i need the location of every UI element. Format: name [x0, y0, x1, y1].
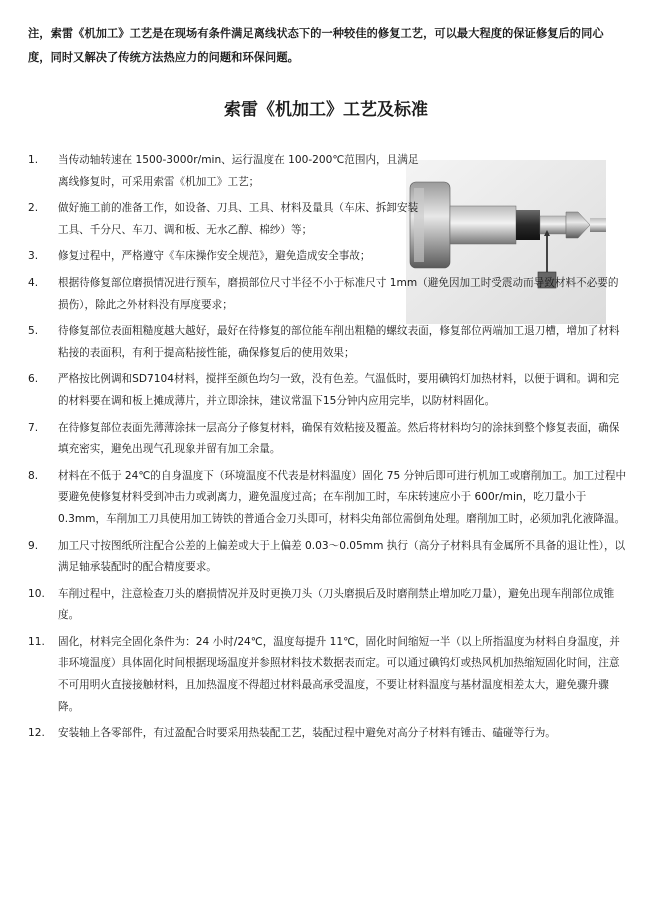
list-item — [28, 150, 420, 193]
list-item — [28, 723, 628, 745]
list-item — [28, 273, 628, 316]
list-item — [28, 369, 628, 412]
item-text: 材料在不低于 24℃的自身温度下（环境温度不代表是材料温度）固化 75 分钟后即可进行机加工或磨削加工。加工过程中要避免使修复材料受到冲击力或剥离力，避免温度过高；在车削加工时，车床转速应小于 600r/min，吃刀量小于 0.3mm，车削加工刀具使用加工铸铁的普通合金刀头即可，材料尖角部位需倒角处理。磨削加工时，必须加乳化液降温。 — [58, 469, 627, 525]
item-text: 加工尺寸按图纸所注配合公差的上偏差或大于上偏差 0.03～0.05mm 执行（高分子材料具有金属所不具备的退让性），以满足轴承装配时的配合精度要求。 — [58, 539, 626, 574]
list-item — [28, 536, 628, 579]
item-number: 4. — [28, 276, 39, 289]
item-number: 12. — [28, 727, 45, 740]
item-number: 11. — [28, 635, 45, 648]
list-item — [28, 246, 420, 268]
list-item — [28, 466, 628, 531]
item-number: 8. — [28, 469, 39, 482]
list-item — [28, 632, 628, 718]
item-text: 待修复部位表面粗糙度越大越好，最好在待修复的部位能车削出粗糙的螺纹表面，修复部位两端加工退刀槽，增加了材料粘接的表面积，有利于提高粘接性能，确保修复后的使用效果； — [58, 325, 620, 359]
item-number: 7. — [28, 421, 39, 434]
list-item — [28, 198, 420, 241]
item-number: 10. — [28, 587, 45, 600]
list-item — [28, 321, 628, 364]
list-item — [28, 418, 628, 461]
item-text: 严格按比例调和SD7104材料，搅拌至颜色均匀一致，没有色差。气温低时，要用碘钨灯加热材料，以便于调和。调和完的材料要在调和板上摊成薄片，并立即涂抹，建议常温下15分钟内应用完毕，以防材料固化。 — [58, 373, 619, 407]
item-text: 车削过程中，注意检查刀头的磨损情况并及时更换刀头（刀头磨损后及时磨削禁止增加吃刀量），避免出现车削部位成锥度。 — [58, 587, 615, 622]
item-number: 9. — [28, 539, 39, 552]
list-item — [28, 584, 628, 627]
page-title: 索雷《机加工》工艺及标准 — [224, 100, 428, 120]
item-number: 3. — [28, 250, 39, 263]
item-text: 修复过程中，严格遵守《车床操作安全规范》，避免造成安全事故； — [58, 250, 371, 263]
item-text: 当传动轴转速在 1500-3000r/min、运行温度在 100-200℃范围内，且满足离线修复时，可采用索雷《机加工》工艺； — [58, 154, 419, 188]
item-number: 1. — [28, 154, 39, 166]
item-number: 5. — [28, 325, 39, 338]
intro-note: 注，索雷《机加工》工艺是在现场有条件满足离线状态下的一种较佳的修复工艺，可以最大程度的保证修复后的同心度，同时又解决了传统方法热应力的问题和环保问题。 — [28, 27, 604, 64]
item-text: 固化，材料完全固化条件为：24 小时/24℃，温度每提升 11℃，固化时间缩短一半（以上所指温度为材料自身温度，并非环境温度）具体固化时间根据现场温度并参照材料技术数据表而定。可以通过碘钨灯或热风机加热缩短固化时间，注意不可用明火直接接触材料，且加热温度不得超过材料最高承受温度，不要让材料温度与基材温度相差太大，避免骤升骤降。 — [58, 635, 620, 713]
item-text: 根据待修复部位磨损情况进行预车，磨损部位尺寸半径不小于标准尺寸 1mm（避免因加工时受震动而导致材料不必要的损伤），除此之外材料没有厚度要求； — [58, 276, 619, 311]
item-number: 6. — [28, 373, 39, 386]
item-number: 2. — [28, 202, 39, 215]
item-text: 在待修复部位表面先薄薄涂抹一层高分子修复材料，确保有效粘接及覆盖。然后将材料均匀的涂抹到整个修复表面，确保填充密实，避免出现气孔现象并留有加工余量。 — [58, 421, 620, 456]
item-text: 做好施工前的准备工作，如设备、刀具、工具、材料及量具（车床、拆卸安装工具、千分尺、车刀、调和板、无水乙醇、棉纱）等； — [58, 202, 419, 236]
item-text: 安装轴上各零部件，有过盈配合时要采用热装配工艺，装配过程中避免对高分子材料有锤击、磕碰等行为。 — [58, 727, 556, 740]
process-steps-list — [28, 150, 628, 750]
